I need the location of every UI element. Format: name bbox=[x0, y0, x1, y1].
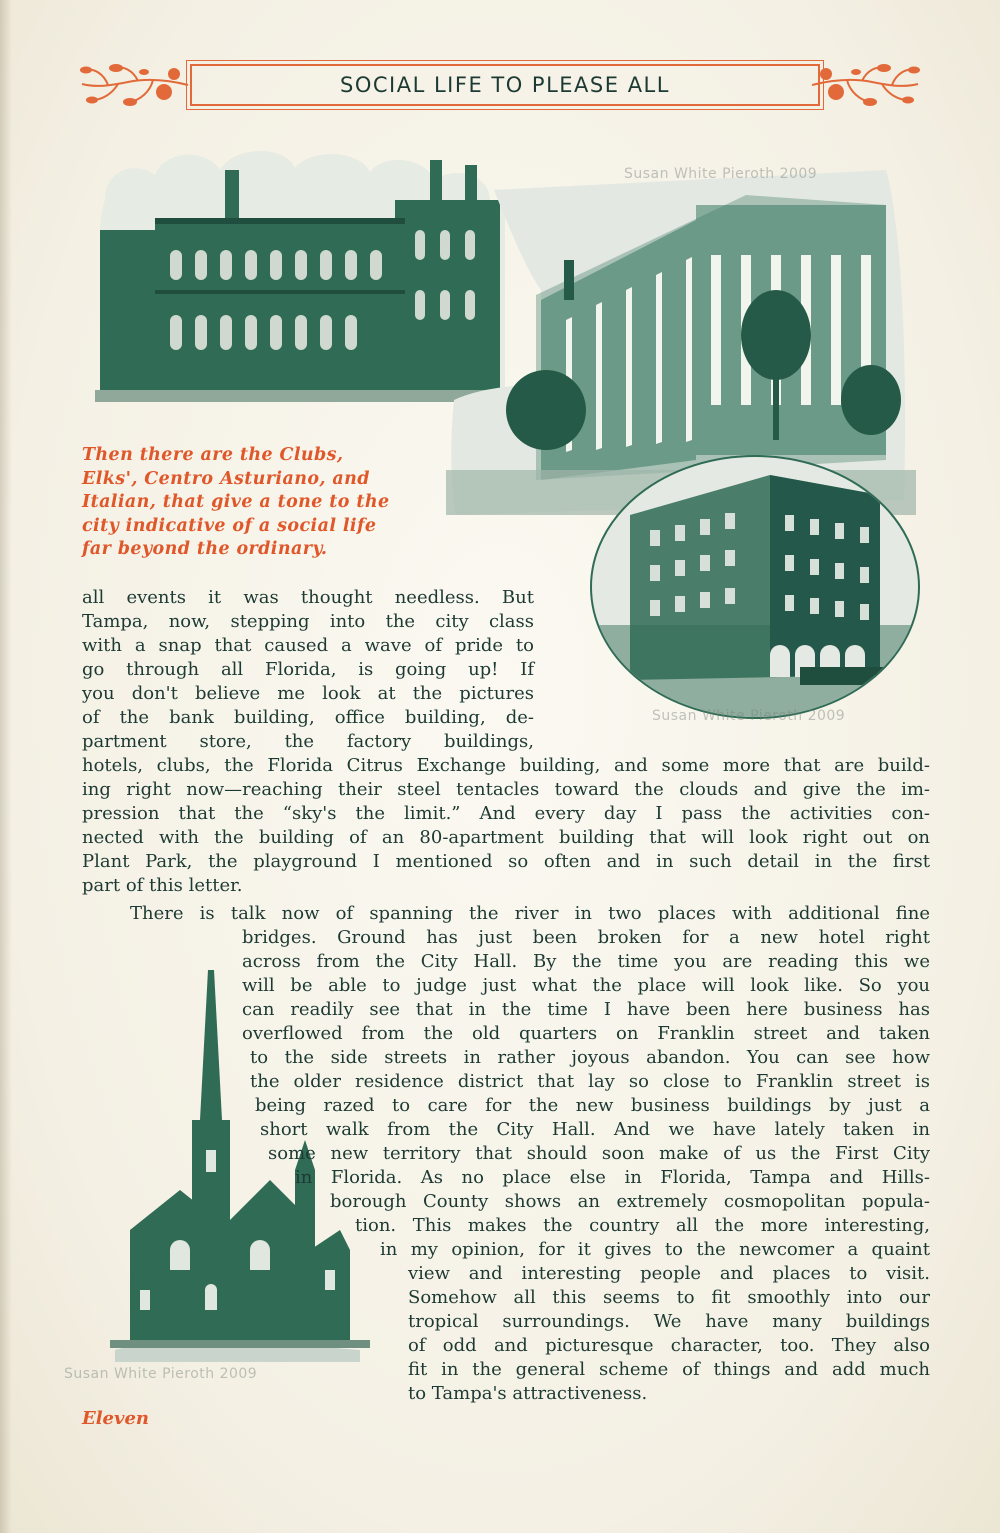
watermark: Susan White Pieroth 2009 bbox=[64, 1366, 258, 1382]
body-line: view and interesting people and places to visit. bbox=[408, 1263, 930, 1284]
body-line: in my opinion, for it gives to the newcomer a quaint bbox=[380, 1239, 930, 1260]
body-line: fit in the general scheme of things and add much bbox=[408, 1359, 930, 1380]
body-line: tion. This makes the country all the more interesting, bbox=[355, 1215, 930, 1236]
caption-line: Elks', Centro Asturiano, and bbox=[82, 468, 370, 489]
header-banner bbox=[190, 64, 820, 106]
body-line: of odd and picturesque character, too. They also bbox=[408, 1335, 930, 1356]
body-line: part of this letter. bbox=[82, 875, 243, 896]
body-line: tropical surroundings. We have many buildings bbox=[408, 1311, 930, 1332]
body-line: go through all Florida, is going up! If bbox=[82, 659, 534, 680]
body-line: short walk from the City Hall. And we have lately taken in bbox=[260, 1119, 930, 1140]
body-line: with a snap that caused a wave of pride to bbox=[82, 635, 534, 656]
body-line: in Florida. As no place else in Florida, Tampa and Hills- bbox=[295, 1167, 930, 1188]
caption-line: far beyond the ordinary. bbox=[82, 539, 328, 559]
body-line: hotels, clubs, the Florida Citrus Exchange building, and some more that are build- bbox=[82, 755, 930, 776]
body-line: all events it was thought needless. But bbox=[82, 587, 534, 608]
body-line: being razed to care for the new business buildings by just a bbox=[255, 1095, 930, 1116]
body-line: the older residence district that lay so close to Franklin street is bbox=[250, 1071, 930, 1092]
body-line: to the side streets in rather joyous abandon. You can see how bbox=[250, 1047, 930, 1068]
body-line: ing right now—reaching their steel tentacles toward the clouds and give the im- bbox=[82, 779, 930, 800]
body-line: to Tampa's attractiveness. bbox=[408, 1383, 648, 1404]
photo-caption bbox=[82, 444, 402, 562]
watermark: Susan White Pieroth 2009 bbox=[652, 708, 846, 724]
body-line: Somehow all this seems to fit smoothly into our bbox=[408, 1287, 930, 1308]
caption-line: Then there are the Clubs, bbox=[82, 445, 344, 465]
body-line: Tampa, now, stepping into the city class bbox=[82, 611, 534, 632]
body-line: can readily see that in the time I have been here business has bbox=[242, 999, 930, 1020]
body-line: will be able to judge just what the place will look like. So you bbox=[242, 975, 930, 996]
caption-line: city indicative of a social life bbox=[82, 515, 377, 536]
body-line: you don't believe me look at the pictures bbox=[82, 683, 534, 704]
body-line: borough County shows an extremely cosmopolitan popula- bbox=[330, 1191, 930, 1212]
body-line: overflowed from the old quarters on Franklin street and taken bbox=[242, 1023, 930, 1044]
orange-blossom-ornament-right bbox=[810, 58, 922, 112]
spine-shadow bbox=[0, 0, 12, 1533]
body-line: pression that the “sky's the limit.” And every day I pass the activities con- bbox=[82, 803, 930, 824]
body-line: some new territory that should soon make of us the First City bbox=[268, 1143, 930, 1164]
body-line: There is talk now of spanning the river in two places with additional fine bbox=[130, 903, 930, 924]
body-line: partment store, the factory buildings, bbox=[82, 731, 534, 752]
body-line: across from the City Hall. By the time you are reading this we bbox=[242, 951, 930, 972]
body-line: Plant Park, the playground I mentioned so often and in such detail in the first bbox=[82, 851, 930, 872]
watermark: Susan White Pieroth 2009 bbox=[624, 166, 818, 182]
caption-line: Italian, that give a tone to the bbox=[82, 492, 390, 512]
body-line: of the bank building, office building, de- bbox=[82, 707, 534, 728]
page-number: Eleven bbox=[82, 1408, 150, 1429]
body-line: bridges. Ground has just been broken for a new hotel right bbox=[242, 927, 930, 948]
page-title: SOCIAL LIFE TO PLEASE ALL bbox=[340, 73, 670, 97]
body-line: nected with the building of an 80-apartment building that will look right out on bbox=[82, 827, 930, 848]
hotel-oval-photo bbox=[590, 455, 920, 720]
orange-blossom-ornament-left bbox=[78, 58, 190, 112]
